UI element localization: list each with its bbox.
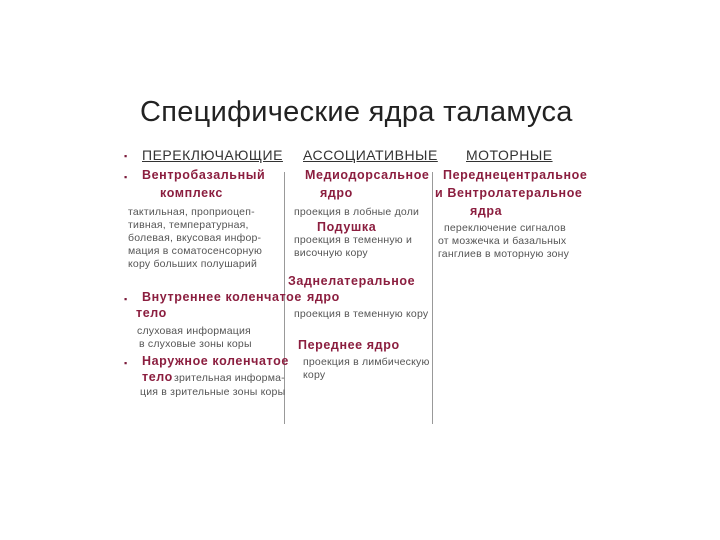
- ventrobasal-description: тактильная, проприоцеп- тивная, температурная, болевая, вкусовая инфор- мация в соматосенсорную кору больших полушарий: [128, 206, 263, 270]
- nucleus-mediodorsal-title-cont: ядро: [320, 186, 353, 200]
- slide-title: Специфические ядра таламуса: [140, 96, 573, 128]
- lateral-posterior-description: проекция в теменную кору: [294, 308, 429, 320]
- nucleus-ventrobasal-title: Вентробазальный: [142, 168, 266, 182]
- lateral-geniculate-description-cont: ция в зрительные зоны коры: [140, 386, 286, 398]
- nucleus-anterior-title: Переднее ядро: [298, 338, 400, 352]
- bullet-marker: ▪: [124, 294, 128, 304]
- nucleus-lateral-geniculate-title-cont: тело: [142, 370, 173, 384]
- column-header-switching: ПЕРЕКЛЮЧАЮЩИЕ: [142, 147, 283, 163]
- nucleus-lateral-posterior-title: Заднелатеральное: [288, 274, 416, 288]
- nucleus-ventral-anterior-title: Переднецентральное: [443, 168, 588, 182]
- nucleus-lateral-posterior-title-cont: ядро: [307, 290, 340, 304]
- nucleus-medial-geniculate-title-cont: тело: [136, 306, 167, 320]
- nucleus-lateral-geniculate-title: Наружное коленчатое: [142, 354, 289, 368]
- nucleus-pulvinar-title: Подушка: [317, 220, 377, 234]
- motor-nuclei-description: переключение сигналов от мозжечка и базальных ганглиев в моторную зону: [438, 222, 570, 260]
- nucleus-motor-title-cont: ядра: [470, 204, 503, 218]
- nucleus-ventrobasal-title-cont: комплекс: [160, 186, 223, 200]
- column-header-motor: МОТОРНЫЕ: [466, 147, 553, 163]
- bullet-marker: ▪: [124, 172, 128, 182]
- column-divider-right: [432, 172, 433, 424]
- mediodorsal-description: проекция в лобные доли: [294, 206, 420, 218]
- bullet-marker: ▪: [124, 358, 128, 368]
- nucleus-ventral-lateral-title: и Вентролатеральное: [435, 186, 583, 200]
- pulvinar-description: проекция в теменную и височную кору: [294, 234, 413, 259]
- column-header-associative: АССОЦИАТИВНЫЕ: [303, 147, 438, 163]
- bullet-marker: ▪: [124, 151, 128, 161]
- nucleus-medial-geniculate-title: Внутреннее коленчатое: [142, 290, 302, 304]
- anterior-description: проекция в лимбическую кору: [303, 356, 430, 381]
- medial-geniculate-description: слуховая информация в слуховые зоны коры: [137, 325, 252, 350]
- nucleus-mediodorsal-title: Медиодорсальное: [305, 168, 430, 182]
- lateral-geniculate-description: зрительная информа-: [174, 372, 285, 384]
